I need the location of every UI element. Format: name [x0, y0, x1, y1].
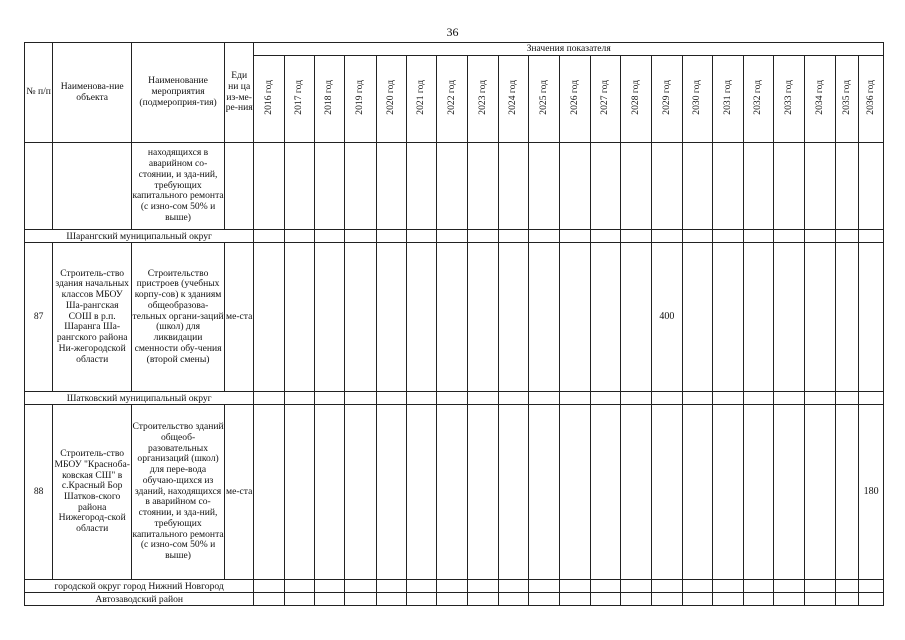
header-num: № п/п: [25, 43, 53, 143]
header-year: 2025 год: [529, 56, 560, 143]
section-title: Автозаводский район: [25, 593, 254, 606]
header-year: 2018 год: [314, 56, 344, 143]
value-cell: 400: [652, 243, 682, 392]
header-year: 2031 год: [712, 56, 743, 143]
header-object: Наименова-ние объекта: [53, 43, 132, 143]
header-year: 2017 год: [284, 56, 314, 143]
header-year: 2022 год: [437, 56, 468, 143]
header-year: 2036 год: [859, 56, 884, 143]
header-values-group: Значения показателя: [254, 43, 884, 56]
header-year: 2029 год: [652, 56, 682, 143]
row-number: 88: [25, 405, 53, 580]
object-cell: Строитель-ство МБОУ "Краснoба-ковская СШ" в с.Красный Бор Шатков-ского района Нижегород-ской области: [53, 405, 132, 580]
header-year: 2019 год: [345, 56, 376, 143]
unit-cell: ме-ста: [225, 405, 254, 580]
value-cell: 180: [859, 405, 884, 580]
section-row: [25, 392, 884, 405]
section-title: Шарангский муниципальный округ: [25, 230, 254, 243]
header-event: Наименование мероприятия (подмероприя-тия): [132, 43, 225, 143]
table-row: [25, 143, 884, 230]
header-year: 2027 год: [590, 56, 620, 143]
header-year: 2034 год: [804, 56, 835, 143]
header-year: 2032 год: [744, 56, 774, 143]
section-title: городской округ город Нижний Новгород: [25, 580, 254, 593]
header-year: 2023 год: [468, 56, 498, 143]
object-cell: Строитель-ство здания начальных классов МБОУ Ша-рангская СОШ в р.п. Шаранга Ша-рангского района Ни-жегородской области: [53, 243, 132, 392]
event-cell: находящихся в аварийном со-стоянии, и зда-ний, требующих капитального ремонта (с изно-сом 50% и выше): [132, 143, 225, 230]
section-row: [25, 593, 884, 606]
section-row: [25, 230, 884, 243]
event-cell: Строительство зданий общеоб-разовательных организаций (школ) для пере-вода обучаю-щихся из зданий, находящихся в аварийном со-стоянии, и зда-ний, требующих капитального ремонта (с изно-сом 50% и выше): [132, 405, 225, 580]
header-year: 2024 год: [498, 56, 528, 143]
event-cell: Строительство пристроев (учебных корпу-сов) к зданиям общеобразова-тельных органи-заций (школ) для ликвидации сменности обу-чения (второй смены): [132, 243, 225, 392]
header-year: 2026 год: [560, 56, 590, 143]
header-year: 2035 год: [836, 56, 859, 143]
header-year: 2028 год: [620, 56, 651, 143]
header-year: 2020 год: [376, 56, 406, 143]
header-year: 2016 год: [254, 56, 284, 143]
row-number: 87: [25, 243, 53, 392]
unit-cell: ме-ста: [225, 243, 254, 392]
header-year: 2033 год: [774, 56, 804, 143]
section-title: Шатковский муниципальный округ: [25, 392, 254, 405]
table-row: [25, 405, 884, 580]
header-unit: Еди ни ца из-ме-ре-ния: [225, 43, 254, 143]
header-year: 2030 год: [682, 56, 712, 143]
header-year: 2021 год: [406, 56, 436, 143]
table-row: [25, 243, 884, 392]
indicator-table: [24, 42, 884, 606]
page-number: 36: [446, 25, 459, 39]
section-row: [25, 580, 884, 593]
